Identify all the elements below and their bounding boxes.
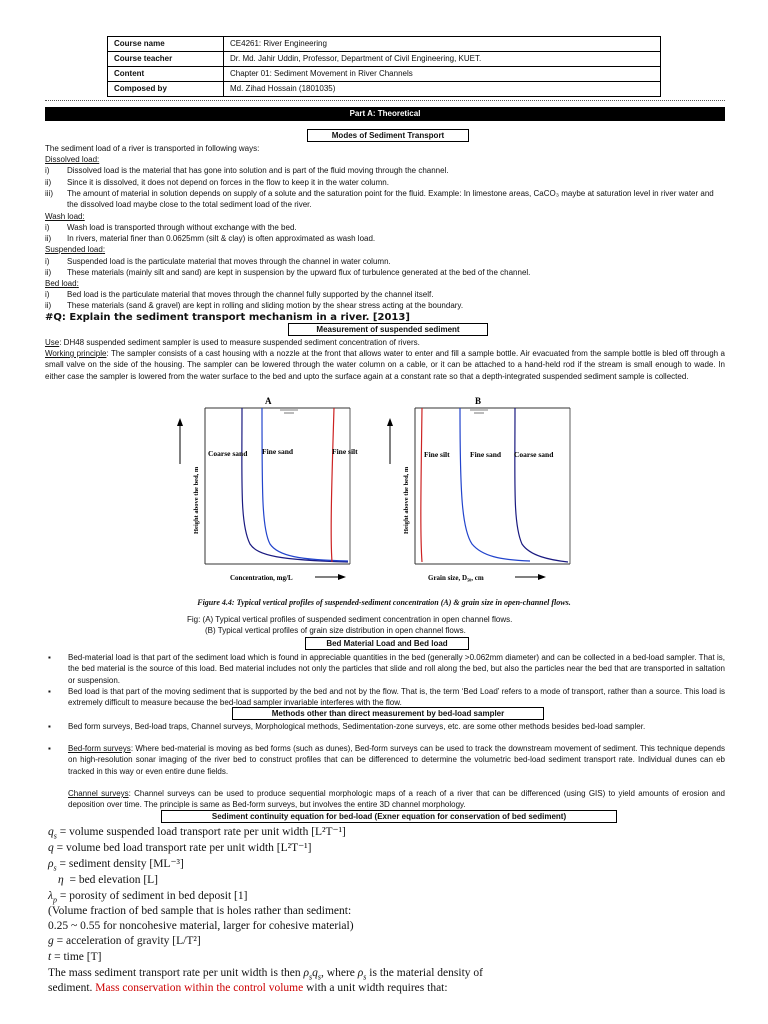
fine-sand-curve-a <box>262 408 348 561</box>
fig-note-a: Fig: (A) Typical vertical profiles of suspended sediment concentration in open channel flows. <box>187 615 513 624</box>
panel-b-letter: B <box>475 396 482 406</box>
working-principle-text: Working principle: The sampler consists of a cast housing with a nozzle at the front that allows water to enter and fill a sample bottle. Air evacuated from the sample bottle is bled off through a small valve on the side of the housing. The sampler can be lowered through the water column on a cable, or it can be attached to a hand-held rod if the stream is small enough to wade. In either case the sampler is lowered from the water surface to the bed and upto the surface again at a constant rate so that a depth-integrated suspended sediment sample is collected. <box>45 349 725 381</box>
row-key: Course teacher <box>108 52 224 67</box>
figure-caption: Figure 4.4: Typical vertical profiles of suspended-sediment concentration (A) & grain size in open-channel flows. <box>197 598 571 607</box>
measurement-heading: Measurement of suspended sediment <box>288 323 488 336</box>
panel-b-label-2: Fine sand <box>470 450 502 459</box>
eq-rho: $\rho_s$ = sediment density [ML⁻³] <box>48 858 184 873</box>
panel-b-ylabel: Height above the bed, m <box>403 466 410 534</box>
row-key: Content <box>108 67 224 82</box>
panel-a-label-2: Fine sand <box>262 447 294 456</box>
dotted-divider <box>45 100 725 101</box>
eq-vol2: 0.25 ~ 0.55 for noncohesive material, larger for cohesive material) <box>48 920 354 932</box>
continuity-heading: Sediment continuity equation for bed-load (Exner equation for conservation of bed sediment) <box>161 810 617 823</box>
part-heading: Part A: Theoretical <box>45 107 725 121</box>
course-info-table <box>107 36 661 97</box>
panel-b-label-1: Fine silt <box>424 450 450 459</box>
panel-b-xlabel: Grain size, D₅₀, cm <box>428 574 484 582</box>
panel-a-xlabel: Concentration, mg/L <box>230 574 293 582</box>
row-key: Composed by <box>108 82 224 97</box>
row-value: Md. Zihad Hossain (1801035) <box>224 82 661 97</box>
list-item: ▪ Bed-form surveys: Where bed-material is moving as bed forms (such as dunes), Bed-form surveys can be used to track the downstream movement of sediment. This technique depends on high-resolution sonar imaging of the river bed to construct profiles that can be differenced to determine the volumetric bed-load sediment transport rate. Individual dunes can eb tracked in this way or even entire dune fields. <box>48 744 726 776</box>
fig-note-b: (B) Typical vertical profiles of grain size distribution in open channel flows. <box>205 626 466 635</box>
eq-eta: η = bed elevation [L] <box>58 874 159 886</box>
panel-a-label-1: Coarse sand <box>208 449 248 458</box>
eq-vol1: (Volume fraction of bed sample that is holes rather than sediment: <box>48 905 352 917</box>
list-item: ▪ Bed load is that part of the moving sediment that is supported by the bed and not by the flow. That is, the term ‘Bed Load’ refers to a mode of transport, rather than a source. This load is extremely difficult to measure because the bed-load sampler invariable interferes with the flow. <box>48 687 725 708</box>
eq-g: g = acceleration of gravity [L/T²] <box>48 935 201 947</box>
row-value: CE4261: River Engineering <box>224 37 661 52</box>
use-text: Use: DH48 suspended sediment sampler is used to measure suspended sediment concentration of rivers. <box>45 338 420 347</box>
row-value: Chapter 01: Sediment Movement in River Channels <box>224 67 661 82</box>
panel-a-letter: A <box>265 396 272 406</box>
list-item: ▪ Bed-material load is that part of the sediment load which is found in appreciable quantities in the bed (generally >0.062mm diameter) and can be collected in a bed-load sampler. That is, the bed material is the source of this load. Bed material includes not only the particles that slide and roll along the bed, but also the particles near the bed that are transported in saltation or suspension. <box>48 653 725 685</box>
fine-silt-curve-b <box>421 408 422 562</box>
eq-lambda: $\lambda_p$ = porosity of sediment in bed deposit [1] <box>48 890 248 905</box>
methods-heading: Methods other than direct measurement by bed-load sampler <box>232 707 544 720</box>
eq-mass2: sediment. Mass conservation within the control volume with a unit width requires that: <box>48 982 448 994</box>
eq-q: q = volume bed load transport rate per unit width [L²T⁻¹] <box>48 842 312 854</box>
fine-silt-curve-a <box>331 408 334 562</box>
eq-mass1: The mass sediment transport rate per unit width is then $\rho_sq_s$, where $\rho_s$ is the material density of <box>48 967 483 982</box>
row-value: Dr. Md. Jahir Uddin, Professor, Department of Civil Engineering, KUET. <box>224 52 661 67</box>
suspended-label: Suspended load: <box>45 245 106 254</box>
question-line: #Q: Explain the sediment transport mechanism in a river. [2013] <box>45 312 410 323</box>
panel-a-ylabel: Height above the bed, m <box>193 466 200 534</box>
table-row <box>108 67 661 82</box>
bed-label: Bed load: <box>45 279 79 288</box>
wash-label: Wash load: <box>45 212 85 221</box>
panel-a-label-3: Fine silt <box>332 447 358 456</box>
eq-qs: $q_s$ = volume suspended load transport rate per unit width [L²T⁻¹] <box>48 826 346 841</box>
dissolved-label: Dissolved load: <box>45 155 100 164</box>
row-key: Course name <box>108 37 224 52</box>
document-page: Course name CE4261: River Engineering Course teacher Dr. Md. Jahir Uddin, Professor, Department of Civil Engineering, KUET. Content Chapter 01: Sediment Movement in River Channels Composed by Md. Zihad Hossain (1801035) Part A: Theoretical Modes of Sediment Transport The sediment load of a river is transported in following ways: Dissolved load: i) Dissolved load is the material that has gone into solution and is part of the fluid moving through the channel. ii) Since it is dissolved, it does not depend on forces in the flow to keep it in the water column. iii) The amount of material in solution depends on supply of a solute and the saturation point for the fluid. Example: In limestone areas, CaCO₃ maybe at saturation level in river water and the dissolved load maybe close to the total sediment load of the river. Wash load: i) Wash load is transported through without exchange with the bed. ii) In rivers, material finer than 0.0625mm (silt & clay) is often approximated as wash load. Suspended load: i) Suspended load is the particulate material that moves through the channel in water column. ii) These materials (mainly silt and sand) are kept in suspension by the upward flux of turbulence generated at the bed of the channel. Bed load: i) Bed load is the particulate material that moves through the channel fully supported by the channel itself. ii) These materials (sand & gravel) are kept in rolling and sliding motion by the shear stress acting at the boundary. #Q: Explain the sediment transport mechanism in a river. [2013] Measurement of suspended sediment Use: DH48 suspended sediment sampler is used to measure suspended sediment concentration of rivers. Working principle: The sampler consists of a cast housing with a nozzle at the front that allows water to enter and fill a sample bottle. Air evacuated from the sample bottle is bled off through a small valve on the side of the housing. The sampler can be lowered through the water column on a cable, or it can be attached to a hand-held rod if the stream is small enough to wade. In either case the sampler is lowered from the water surface to the bed and upto the surface again at a constant rate so that a depth-integrated suspended sediment sample is collected. A Coarse sand Fine sand Fine silt Height above the bed, m Concentration, mg/L B Fine silt Fine sand Coarse sand Height above the bed, m Grain size, D₅₀, cm Figure 4.4: Typical vertical profiles of suspended-sediment concentration (A) & grain size in open-channel flows. Fig: (A) Typical vertical profiles of suspended sediment concentration in open channel flows. (B) Typical vertical profiles of grain size distribution in open channel flows. Bed Material Load and Bed load ▪ Bed-material load is that part of the sediment load which is found in appreciable quantities in the bed (generally >0.062mm diameter) and can be collected in a bed-load sampler. That is, the bed material is the source of this load. Bed material includes not only the particles that slide and roll along the bed, but also the particles near the bed that are transported in saltation or suspension. ▪ Bed load is that part of the moving sediment that is supported by the bed and not by the flow. That is, the term ‘Bed Load’ refers to a mode of transport, rather than a source. This load is extremely difficult to measure because the bed-load sampler invariable interferes with the flow. Methods other than direct measurement by bed-load sampler ▪ Bed form surveys, Bed-load traps, Channel surveys, Morphological methods, Sedimentation-zone surveys, etc. are some other methods besides bed-load sampler. ▪ Bed-form surveys: Where bed-material is moving as bed forms (such as dunes), Bed-form surveys can be used to track the downstream movement of sediment. This technique depends on high-resolution sonar imaging of the river bed to construct profiles that can be differenced to determine the volumetric bed-load sediment transport rate. Individual dunes can eb tracked in this way or even entire dune fields. Channel surveys: Channel surveys can be used to produce sequential morphologic maps of a reach of a river that can be differenced (using GIS) to yield amounts of erosion and deposition over time. The principle is same as Bed-form surveys, but involves the entire 3D channel morphology. Sediment continuity equation for bed-load (Exner equation for conservation of bed sediment) $q_s$ = volume suspended load transport rate per unit width [L²T⁻¹] q = volume bed load transport rate per unit width [L²T⁻¹] $\rho_s$ = sediment density [ML⁻³] η = bed elevation [L] $\lambda_p$ = porosity of sediment in bed deposit [1] (Volume fraction of bed sample that is holes rather than sediment: 0.25 ~ 0.55 for noncohesive material, larger for cohesive material) g = acceleration of gravity [L/T²] t = time [T] The mass sediment transport rate per unit width is then $\rho_sq_s$, where $\rho_s$ is the material density of sediment. Mass conservation within the control volume with a unit width requires that: <box>0 0 768 1024</box>
coarse-sand-curve-b <box>515 408 568 562</box>
eq-t: t = time [T] <box>48 951 102 963</box>
channel-surveys-text: Channel surveys: Channel surveys can be used to produce sequential morphologic maps of a reach of a river that can be differenced (using GIS) to yield amounts of erosion and deposition over time. The principle is same as Bed-form surveys, but involves the entire 3D channel morphology. <box>68 789 725 810</box>
bedmaterial-heading: Bed Material Load and Bed load <box>305 637 469 650</box>
table-row <box>108 37 661 52</box>
suspended-sediment-figure <box>170 394 600 594</box>
modes-intro: The sediment load of a river is transported in following ways: <box>45 144 260 153</box>
table-row <box>108 52 661 67</box>
list-item: ▪ Bed form surveys, Bed-load traps, Channel surveys, Morphological methods, Sedimentation-zone surveys, etc. are some other methods besides bed-load sampler. <box>48 722 646 731</box>
table-row <box>108 82 661 97</box>
panel-b-label-3: Coarse sand <box>514 450 554 459</box>
modes-heading: Modes of Sediment Transport <box>307 129 469 142</box>
